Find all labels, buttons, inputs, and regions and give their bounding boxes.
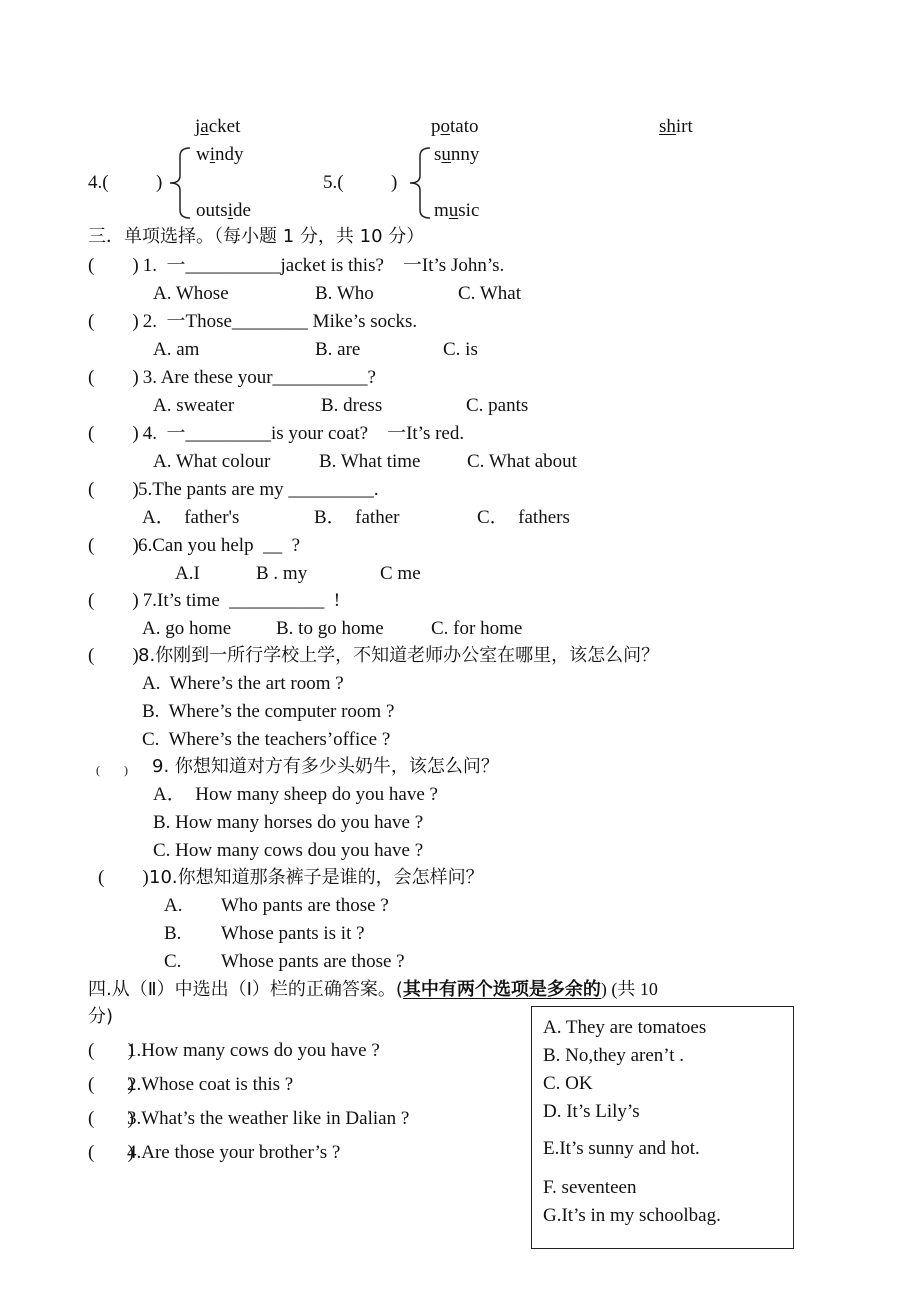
option-c: C. What: [458, 283, 521, 304]
section-3-title: 三．单项选择。（每小题 1 分，共 10 分）: [88, 226, 425, 247]
question-text: 4.Are those your brother’s ?: [127, 1142, 341, 1163]
option-c: C. for home: [431, 618, 523, 639]
option-c: C. is: [443, 339, 478, 360]
option-a: A. Where’s the art room ?: [142, 673, 344, 694]
option-b: B. Where’s the computer room ?: [142, 701, 395, 722]
answer-option-c: C. OK: [543, 1073, 593, 1094]
question-text: 3.What’s the weather like in Dalian ?: [127, 1108, 410, 1129]
option-b: Whose pants is it ?: [221, 923, 365, 944]
option-b: B. What time: [319, 451, 421, 472]
answer-option-g: G.It’s in my schoolbag.: [543, 1205, 721, 1226]
word-music: music: [434, 200, 480, 221]
answer-option-e: E.It’s sunny and hot.: [543, 1138, 700, 1159]
answer-paren[interactable]: ( ): [96, 763, 128, 777]
brace-icon: [406, 146, 432, 220]
option-a: A. go home: [142, 618, 232, 639]
option-a: A. am: [153, 339, 200, 360]
option-c: C. pants: [466, 395, 529, 416]
question-text: 8.你刚到一所行学校上学，不知道老师办公室在哪里，该怎么问？: [138, 645, 660, 666]
section-4-title: 四.从（Ⅱ）中选出（Ⅰ）栏的正确答案。(其中有两个选项是多余的) (共 10: [88, 979, 658, 1000]
option-b: B. How many horses do you have ?: [153, 812, 424, 833]
answer-paren[interactable]: ( ): [88, 1108, 134, 1129]
option-a: A. What colour: [153, 451, 271, 472]
answer-paren[interactable]: ( ): [88, 535, 139, 556]
option-b-letter: B.: [164, 923, 182, 944]
option-a: A. Whose: [153, 283, 229, 304]
question-text: 7.It’s time __________ !: [138, 590, 341, 611]
option-a: A． How many sheep do you have ?: [153, 784, 438, 805]
section-4-emphasis: 其中有两个选项是多余的: [402, 979, 601, 1000]
answer-paren[interactable]: ( ): [88, 367, 139, 388]
word-sunny: sunny: [434, 144, 480, 165]
option-c: C. What about: [467, 451, 577, 472]
word-shirt: shirt: [659, 116, 693, 137]
question-text: 1. 一__________jacket is this? 一It’s John’s.: [138, 255, 505, 276]
word-outside: outside: [196, 200, 251, 221]
option-a: A． father's: [142, 507, 240, 528]
option-b: B . my: [256, 563, 308, 584]
answer-option-a: A. They are tomatoes: [543, 1017, 707, 1038]
answer-paren[interactable]: ( ): [88, 311, 139, 332]
answer-paren[interactable]: ( ): [88, 590, 139, 611]
option-a: Who pants are those ?: [221, 895, 389, 916]
answer-paren[interactable]: ( ): [98, 867, 149, 888]
answer-paren[interactable]: ( ): [88, 1074, 134, 1095]
answer-option-b: B. No,they aren’t .: [543, 1045, 685, 1066]
brace-icon: [166, 146, 192, 220]
q5-answer-paren-close: ): [391, 172, 398, 193]
word-jacket: jacket: [195, 116, 241, 137]
option-a: A. sweater: [153, 395, 235, 416]
q4-label: 4.(: [88, 172, 109, 193]
option-b: B. dress: [321, 395, 383, 416]
answer-option-f: F. seventeen: [543, 1177, 637, 1198]
option-c: Whose pants are those ?: [221, 951, 405, 972]
option-b: B. to go home: [276, 618, 384, 639]
question-text: 4. 一_________is your coat? 一It’s red.: [138, 423, 465, 444]
option-c: C. Where’s the teachers’office ?: [142, 729, 391, 750]
option-c: C me: [380, 563, 421, 584]
answer-option-d: D. It’s Lily’s: [543, 1101, 640, 1122]
answer-paren[interactable]: ( ): [88, 645, 139, 666]
answer-paren[interactable]: ( ): [88, 423, 139, 444]
option-b: B. Who: [315, 283, 374, 304]
option-a: A.I: [175, 563, 200, 584]
answer-paren[interactable]: ( ): [88, 1142, 134, 1163]
question-text: 6.Can you help __ ?: [138, 535, 301, 556]
option-b: B． father: [314, 507, 400, 528]
option-c: C. How many cows dou you have ?: [153, 840, 424, 861]
question-text: 2. 一Those________ Mike’s socks.: [138, 311, 418, 332]
answer-paren[interactable]: ( ): [88, 1040, 134, 1061]
option-c: C． fathers: [477, 507, 570, 528]
q5-label: 5.(: [323, 172, 344, 193]
q4-answer-paren-close: ): [156, 172, 163, 193]
option-b: B. are: [315, 339, 361, 360]
word-windy: windy: [196, 144, 244, 165]
section-4-title-cont: 分): [88, 1006, 114, 1027]
option-c-letter: C.: [164, 951, 182, 972]
question-text: 2.Whose coat is this ?: [127, 1074, 294, 1095]
option-a-letter: A.: [164, 895, 183, 916]
question-text: 10.你想知道那条裤子是谁的，会怎样问？: [149, 867, 484, 888]
answer-paren[interactable]: ( ): [88, 479, 139, 500]
answer-paren[interactable]: ( ): [88, 255, 139, 276]
question-text: 1.How many cows do you have ?: [127, 1040, 380, 1061]
question-text: 5.The pants are my _________.: [138, 479, 379, 500]
question-text: 3. Are these your__________?: [138, 367, 376, 388]
question-text: 9. 你想知道对方有多少头奶牛，该怎么问？: [152, 756, 499, 777]
word-potato: potato: [431, 116, 479, 137]
